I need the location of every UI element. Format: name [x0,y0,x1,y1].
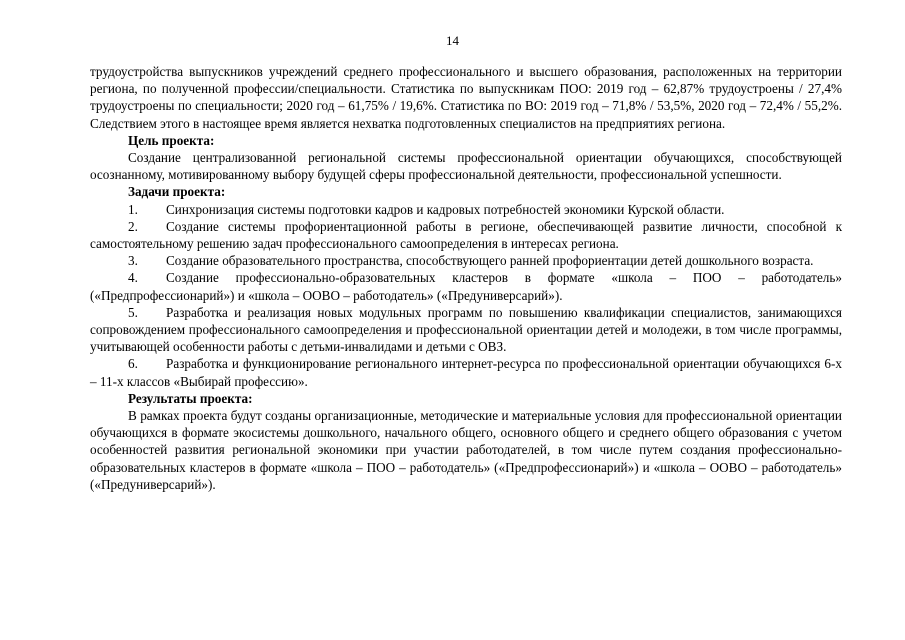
task-text: Создание системы профориентационной работы в регионе, обеспечивающей развитие личности, способной к самостоятельному решению задач профессионального самоопределения в интересах региона. [90,218,842,252]
intro-paragraph: трудоустройства выпускников учреждений среднего профессионального и высшего образования, расположенных на территории региона, по полученной профессии/специальности. Статистика по выпускникам ПОО: 2019 год – 62,87% трудоустроены / 27,4% трудоустроены по специальности; 2020 год – 61,75% / 19,6%. Статистика по ВО: 2019 год – 71,8% / 53,5%, 2020 год – 72,4% / 55,2%. Следствием этого в настоящее время является нехватка подготовленных специалистов на предприятиях региона. [90,64,842,131]
task-item-2 [90,218,842,252]
tasks-heading: Задачи проекта: [128,184,226,200]
task-number: 4. [128,270,138,286]
task-text: Синхронизация системы подготовки кадров и кадровых потребностей экономики Курской области. [166,201,725,217]
results-text: В рамках проекта будут созданы организационные, методические и материальные условия для профессиональной ориентации обучающихся в формате экосистемы дошкольного, начального общего, основного общего и среднего общего образования с учетом особенностей развития региональной экономики при участии работодателей, в том числе путем создания профессионально-образовательных кластеров в формате «школа – ПОО – работодатель» («Предпрофессионарий») и «школа – ООВО – работодатель» («Предуниверсарий»). [90,408,842,492]
task-number: 3. [128,253,138,269]
task-item-4 [90,269,842,303]
task-item-1 [90,201,842,218]
page-number: 14 [446,33,459,48]
results-heading: Результаты проекта: [128,390,253,406]
goal-heading: Цель проекта: [128,132,215,148]
task-text: Разработка и реализация новых модульных программ по повышению квалификации специалистов, занимающихся сопровождением профессионального самоопределения и профессиональной ориентации детей и молодежи, в том числе программы, учитывающей особенности работы с детьми-инвалидами и детьми с ОВЗ. [90,304,842,355]
goal-text: Создание централизованной региональной системы профессиональной ориентации обучающихся, способствующей осознанному, мотивированному выбору будущей сферы профессиональной деятельности, профессиональной успешности. [90,150,842,183]
task-text: Создание образовательного пространства, способствующего ранней профориентации детей дошкольного возраста. [166,253,814,269]
tasks-list [90,201,842,390]
task-item-5 [90,304,842,356]
task-number: 6. [128,356,138,372]
task-text: Создание профессионально-образовательных кластеров в формате «школа – ПОО – работодатель» («Предпрофессионарий») и «школа – ООВО – работодатель» («Предуниверсарий»). [90,270,842,303]
document-body [90,63,842,493]
task-number: 2. [128,218,138,234]
task-number: 1. [128,201,138,217]
task-item-6 [90,355,842,389]
task-number: 5. [128,304,138,320]
task-text: Разработка и функционирование регионального интернет-ресурса по профессиональной ориентации обучающихся 6-х – 11-х классов «Выбирай профессию». [90,356,842,389]
task-item-3 [90,252,842,269]
